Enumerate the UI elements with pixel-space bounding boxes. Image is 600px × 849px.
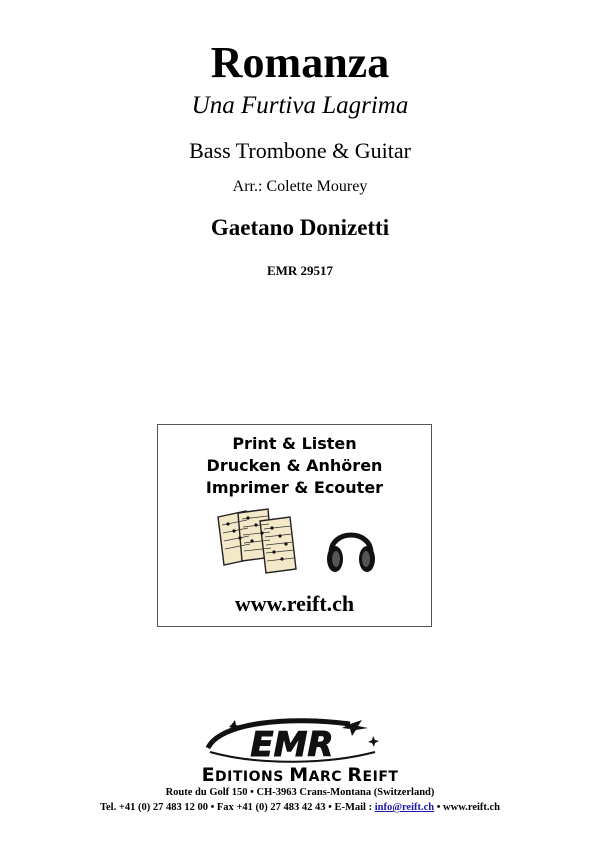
promo-website: www.reift.ch	[234, 591, 355, 616]
promo-line-de: Drucken & Anhören	[206, 456, 383, 475]
publisher-address: Route du Golf 150 • CH-3963 Crans-Montana (Switzerland)	[165, 787, 435, 798]
promo-line-fr: Imprimer & Ecouter	[205, 478, 384, 497]
promo-line-en: Print & Listen	[232, 434, 357, 453]
publisher-contact: Tel. +41 (0) 27 483 12 00 • Fax +41 (0) 27 483 42 43 • E-Mail : info@reift.ch • www.reift.ch	[99, 802, 501, 813]
emr-logo	[200, 716, 385, 764]
piece-title: Romanza	[210, 38, 390, 87]
headphones-icon	[325, 519, 377, 575]
sheet-music-icon	[216, 507, 300, 577]
email-link[interactable]: info@reift.ch	[374, 802, 435, 813]
print-listen-box	[157, 424, 432, 627]
promo-text	[158, 433, 431, 499]
svg-text:EMR: EMR	[250, 725, 334, 764]
catalog-number: EMR 29517	[266, 263, 334, 278]
arranger: Arr.: Colette Mourey	[232, 178, 368, 195]
piece-subtitle: Una Furtiva Lagrima	[191, 92, 409, 119]
instrumentation: Bass Trombone & Guitar	[189, 138, 411, 163]
publisher-name: EDITIONS MARC REIFT	[201, 764, 399, 786]
composer: Gaetano Donizetti	[210, 215, 390, 240]
